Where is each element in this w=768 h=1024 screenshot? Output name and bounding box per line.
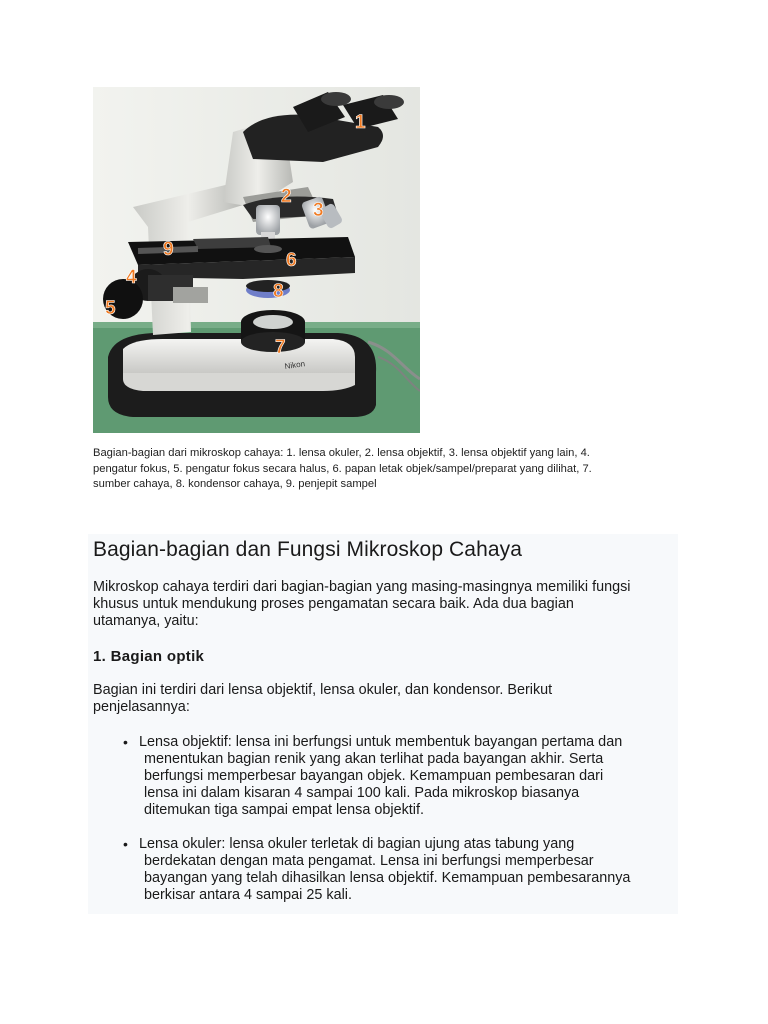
- intro-line: utamanya, yaitu:: [93, 613, 199, 629]
- list-item-line: Lensa objektif: lensa ini berfungsi untuk membentuk bayangan pertama dan: [139, 734, 623, 750]
- label-6: 6: [286, 250, 297, 271]
- section-line: Bagian ini terdiri dari lensa objektif, lensa okuler, dan kondensor. Berikut: [93, 682, 553, 698]
- section-paragraph: [93, 682, 678, 716]
- list-item-line: bayangan yang telah dihasilkan lensa objektif. Kemampuan pembesarannya: [144, 870, 631, 886]
- label-3: 3: [313, 200, 324, 221]
- list-item-lensa-okuler: [88, 836, 678, 904]
- list-item-text: [139, 734, 674, 819]
- article-section: [88, 534, 678, 914]
- bullet-icon: •: [123, 836, 128, 852]
- intro-paragraph: [93, 579, 678, 630]
- list-item-line: lensa ini dalam kisaran 4 sampai 100 kali. Pada mikroskop biasanya: [144, 785, 580, 801]
- list-item-line: ditemukan tiga sampai empat lensa objektif.: [144, 802, 424, 818]
- list-item-text: [139, 836, 674, 904]
- section-line: penjelasannya:: [93, 699, 190, 715]
- label-7: 7: [275, 337, 286, 358]
- list-item-line: Lensa okuler: lensa okuler terletak di bagian ujung atas tabung yang: [139, 836, 575, 852]
- label-4: 4: [126, 267, 137, 288]
- optics-list: [88, 734, 678, 904]
- objective-lens: [256, 205, 280, 235]
- brand-logo: Nikon: [284, 359, 306, 371]
- caption-line: pengatur fokus, 5. pengatur fokus secara halus, 6. papan letak objek/sampel/preparat yang dilihat, 7.: [93, 462, 592, 475]
- caption-line: Bagian-bagian dari mikroskop cahaya: 1. lensa okuler, 2. lensa objektif, 3. lensa objektif yang lain, 4.: [93, 447, 590, 459]
- intro-line: khusus untuk mendukung proses pengamatan secara baik. Ada dua bagian: [93, 596, 574, 612]
- intro-line: Mikroskop cahaya terdiri dari bagian-bagian yang masing-masingnya memiliki fungsi: [93, 579, 631, 595]
- label-5: 5: [105, 298, 116, 319]
- label-9: 9: [163, 239, 174, 260]
- section-heading-optik: 1. Bagian optik: [93, 648, 205, 665]
- label-2: 2: [281, 186, 292, 207]
- eyepiece-right: [374, 95, 404, 109]
- list-item-line: menentukan bagian renik yang akan terlihat pada bayangan akhir. Serta: [144, 751, 604, 767]
- list-item-lensa-objektif: [88, 734, 678, 819]
- list-item-line: berkisar antara 4 sampai 25 kali.: [144, 887, 352, 903]
- caption-line: sumber cahaya, 8. kondensor cahaya, 9. penjepit sampel: [93, 478, 377, 490]
- label-8: 8: [273, 281, 284, 302]
- article-title: Bagian-bagian dan Fungsi Mikroskop Cahaya: [93, 538, 523, 561]
- microscope-illustration: [93, 87, 420, 433]
- figure-caption: [93, 446, 653, 493]
- bullet-icon: •: [123, 734, 128, 750]
- label-1: 1: [355, 112, 366, 133]
- list-item-line: berfungsi memperbesar bayangan objek. Kemampuan pembesaran dari: [144, 768, 604, 784]
- eyepiece-left: [321, 92, 351, 106]
- microscope-photo: [93, 87, 420, 433]
- list-item-line: berdekatan dengan mata pengamat. Lensa ini berfungsi memperbesar: [144, 853, 594, 869]
